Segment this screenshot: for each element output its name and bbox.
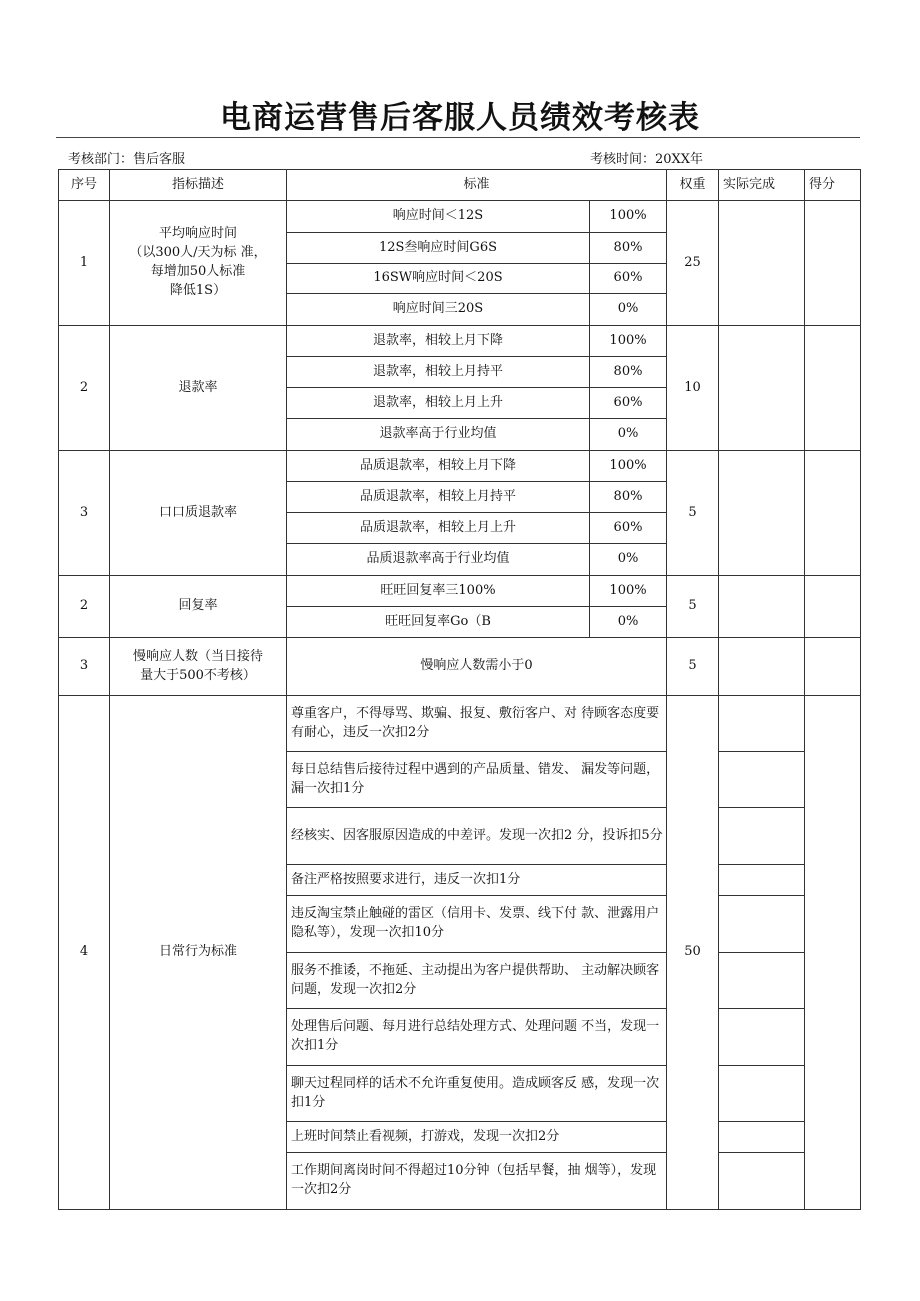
indicator-cell xyxy=(110,576,287,638)
row-no: 2 xyxy=(59,576,110,638)
standard-cell: 旺旺回复率三100% xyxy=(287,576,590,607)
indicator-cell xyxy=(110,201,287,326)
header-actual: 实际完成 xyxy=(719,170,805,201)
table-header-row xyxy=(59,170,861,201)
standard-cell: 退款率，相较上月下降 xyxy=(287,326,590,357)
percent-cell: 60% xyxy=(590,264,667,294)
standard-cell: 12S叁响应时间G6S xyxy=(287,233,590,264)
score-cell[interactable] xyxy=(805,696,861,1210)
table-row xyxy=(59,696,861,752)
header-no: 序号 xyxy=(59,170,110,201)
score-cell[interactable] xyxy=(805,638,861,696)
standard-cell: 旺旺回复率Go（B xyxy=(287,607,590,638)
table-row xyxy=(59,326,861,357)
percent-cell: 0% xyxy=(590,544,667,576)
row-no: 3 xyxy=(59,638,110,696)
indicator-line: 量大于500不考核） xyxy=(140,667,256,683)
standard-cell: 慢响应人数需小于0 xyxy=(287,638,667,696)
actual-cell[interactable] xyxy=(719,451,805,576)
assessment-table xyxy=(58,169,861,1210)
percent-cell: 100% xyxy=(590,576,667,607)
indicator-line: 回复率 xyxy=(178,598,218,614)
behavior-item: 尊重客户，不得辱骂、欺骗、报复、敷衍客户、对 待顾客态度要有耐心，违反一次扣2分 xyxy=(287,696,667,752)
actual-cell[interactable] xyxy=(719,896,805,953)
actual-cell[interactable] xyxy=(719,576,805,638)
percent-cell: 60% xyxy=(590,388,667,419)
standard-cell: 退款率高于行业均值 xyxy=(287,419,590,451)
actual-cell[interactable] xyxy=(719,638,805,696)
indicator-cell xyxy=(110,638,287,696)
percent-cell: 0% xyxy=(590,607,667,638)
behavior-item: 工作期间离岗时间不得超过10分钟（包括早餐，抽 烟等），发现一次扣2分 xyxy=(287,1153,667,1210)
indicator-line: 平均响应时间 xyxy=(158,226,237,242)
actual-cell[interactable] xyxy=(719,752,805,808)
page-title: 电商运营售后客服人员绩效考核表 xyxy=(220,100,700,136)
weight-cell: 5 xyxy=(667,638,719,696)
header-standard: 标准 xyxy=(287,170,667,201)
table-row xyxy=(59,201,861,233)
header-weight: 权重 xyxy=(667,170,719,201)
row-no: 2 xyxy=(59,326,110,451)
score-cell[interactable] xyxy=(805,451,861,576)
behavior-item: 备注严格按照要求进行，违反一次扣1分 xyxy=(287,865,667,896)
actual-cell[interactable] xyxy=(719,808,805,865)
row-no: 1 xyxy=(59,201,110,326)
assessment-time-label: 考核时间：20XX年 xyxy=(590,152,704,167)
row-no: 3 xyxy=(59,451,110,576)
percent-cell: 100% xyxy=(590,451,667,482)
percent-cell: 60% xyxy=(590,513,667,544)
header-indicator: 指标描述 xyxy=(110,170,287,201)
standard-cell: 品质退款率高于行业均值 xyxy=(287,544,590,576)
weight-cell: 5 xyxy=(667,576,719,638)
behavior-item: 违反淘宝禁止触碰的雷区（信用卡、发票、线下付 款、泄露用户隐私等），发现一次扣10分 xyxy=(287,896,667,953)
standard-cell: 品质退款率，相较上月持平 xyxy=(287,482,590,513)
table-row xyxy=(59,576,861,607)
behavior-item: 聊天过程同样的话术不允许重复使用。造成顾客反 感，发现一次扣1分 xyxy=(287,1066,667,1122)
row-no: 4 xyxy=(59,696,110,1210)
actual-cell[interactable] xyxy=(719,953,805,1009)
weight-cell: 25 xyxy=(667,201,719,326)
behavior-item: 上班时间禁止看视频，打游戏，发现一次扣2分 xyxy=(287,1122,667,1153)
standard-cell: 品质退款率，相较上月下降 xyxy=(287,451,590,482)
actual-cell[interactable] xyxy=(719,1153,805,1210)
standard-cell: 退款率，相较上月上升 xyxy=(287,388,590,419)
standard-cell: 品质退款率，相较上月上升 xyxy=(287,513,590,544)
percent-cell: 100% xyxy=(590,326,667,357)
weight-cell: 50 xyxy=(667,696,719,1210)
indicator-cell xyxy=(110,326,287,451)
table-row xyxy=(59,451,861,482)
actual-cell[interactable] xyxy=(719,865,805,896)
standard-cell: 16SW响应时间＜20S xyxy=(287,264,590,294)
actual-cell[interactable] xyxy=(719,326,805,451)
score-cell[interactable] xyxy=(805,576,861,638)
title-divider xyxy=(56,137,860,138)
indicator-line: 慢响应人数（当日接待 xyxy=(132,648,263,664)
score-cell[interactable] xyxy=(805,326,861,451)
indicator-line: 每增加50人标准 xyxy=(150,264,246,279)
weight-cell: 10 xyxy=(667,326,719,451)
percent-cell: 80% xyxy=(590,482,667,513)
percent-cell: 100% xyxy=(590,201,667,233)
actual-cell[interactable] xyxy=(719,696,805,752)
standard-cell: 退款率，相较上月持平 xyxy=(287,357,590,388)
behavior-item: 每日总结售后接待过程中遇到的产品质量、错发、 漏发等问题，漏一次扣1分 xyxy=(287,752,667,808)
standard-cell: 响应时间＜12S xyxy=(287,201,590,233)
indicator-cell: 日常行为标准 xyxy=(110,696,287,1210)
indicator-line: （以300人/天为标 准， xyxy=(129,245,267,261)
behavior-item: 经核实、因客服原因造成的中差评。发现一次扣2 分，投诉扣5分 xyxy=(287,808,667,865)
actual-cell[interactable] xyxy=(719,201,805,326)
behavior-item: 服务不推诿，不拖延、主动提出为客户提供帮助、 主动解决顾客问题，发现一次扣2分 xyxy=(287,953,667,1009)
department-label: 考核部门：售后客服 xyxy=(68,152,186,167)
behavior-item: 处理售后问题、每月进行总结处理方式、处理问题 不当，发现一次扣1分 xyxy=(287,1009,667,1066)
percent-cell: 0% xyxy=(590,294,667,326)
standard-cell: 响应时间三20S xyxy=(287,294,590,326)
actual-cell[interactable] xyxy=(719,1066,805,1122)
table-row xyxy=(59,638,861,696)
header-score: 得分 xyxy=(805,170,861,201)
indicator-line: 退款率 xyxy=(178,379,218,395)
actual-cell[interactable] xyxy=(719,1009,805,1066)
indicator-line: 口口质退款率 xyxy=(158,504,237,520)
score-cell[interactable] xyxy=(805,201,861,326)
percent-cell: 0% xyxy=(590,419,667,451)
indicator-line: 降低1S） xyxy=(169,282,227,298)
percent-cell: 80% xyxy=(590,357,667,388)
weight-cell: 5 xyxy=(667,451,719,576)
percent-cell: 80% xyxy=(590,233,667,264)
actual-cell[interactable] xyxy=(719,1122,805,1153)
indicator-cell xyxy=(110,451,287,576)
